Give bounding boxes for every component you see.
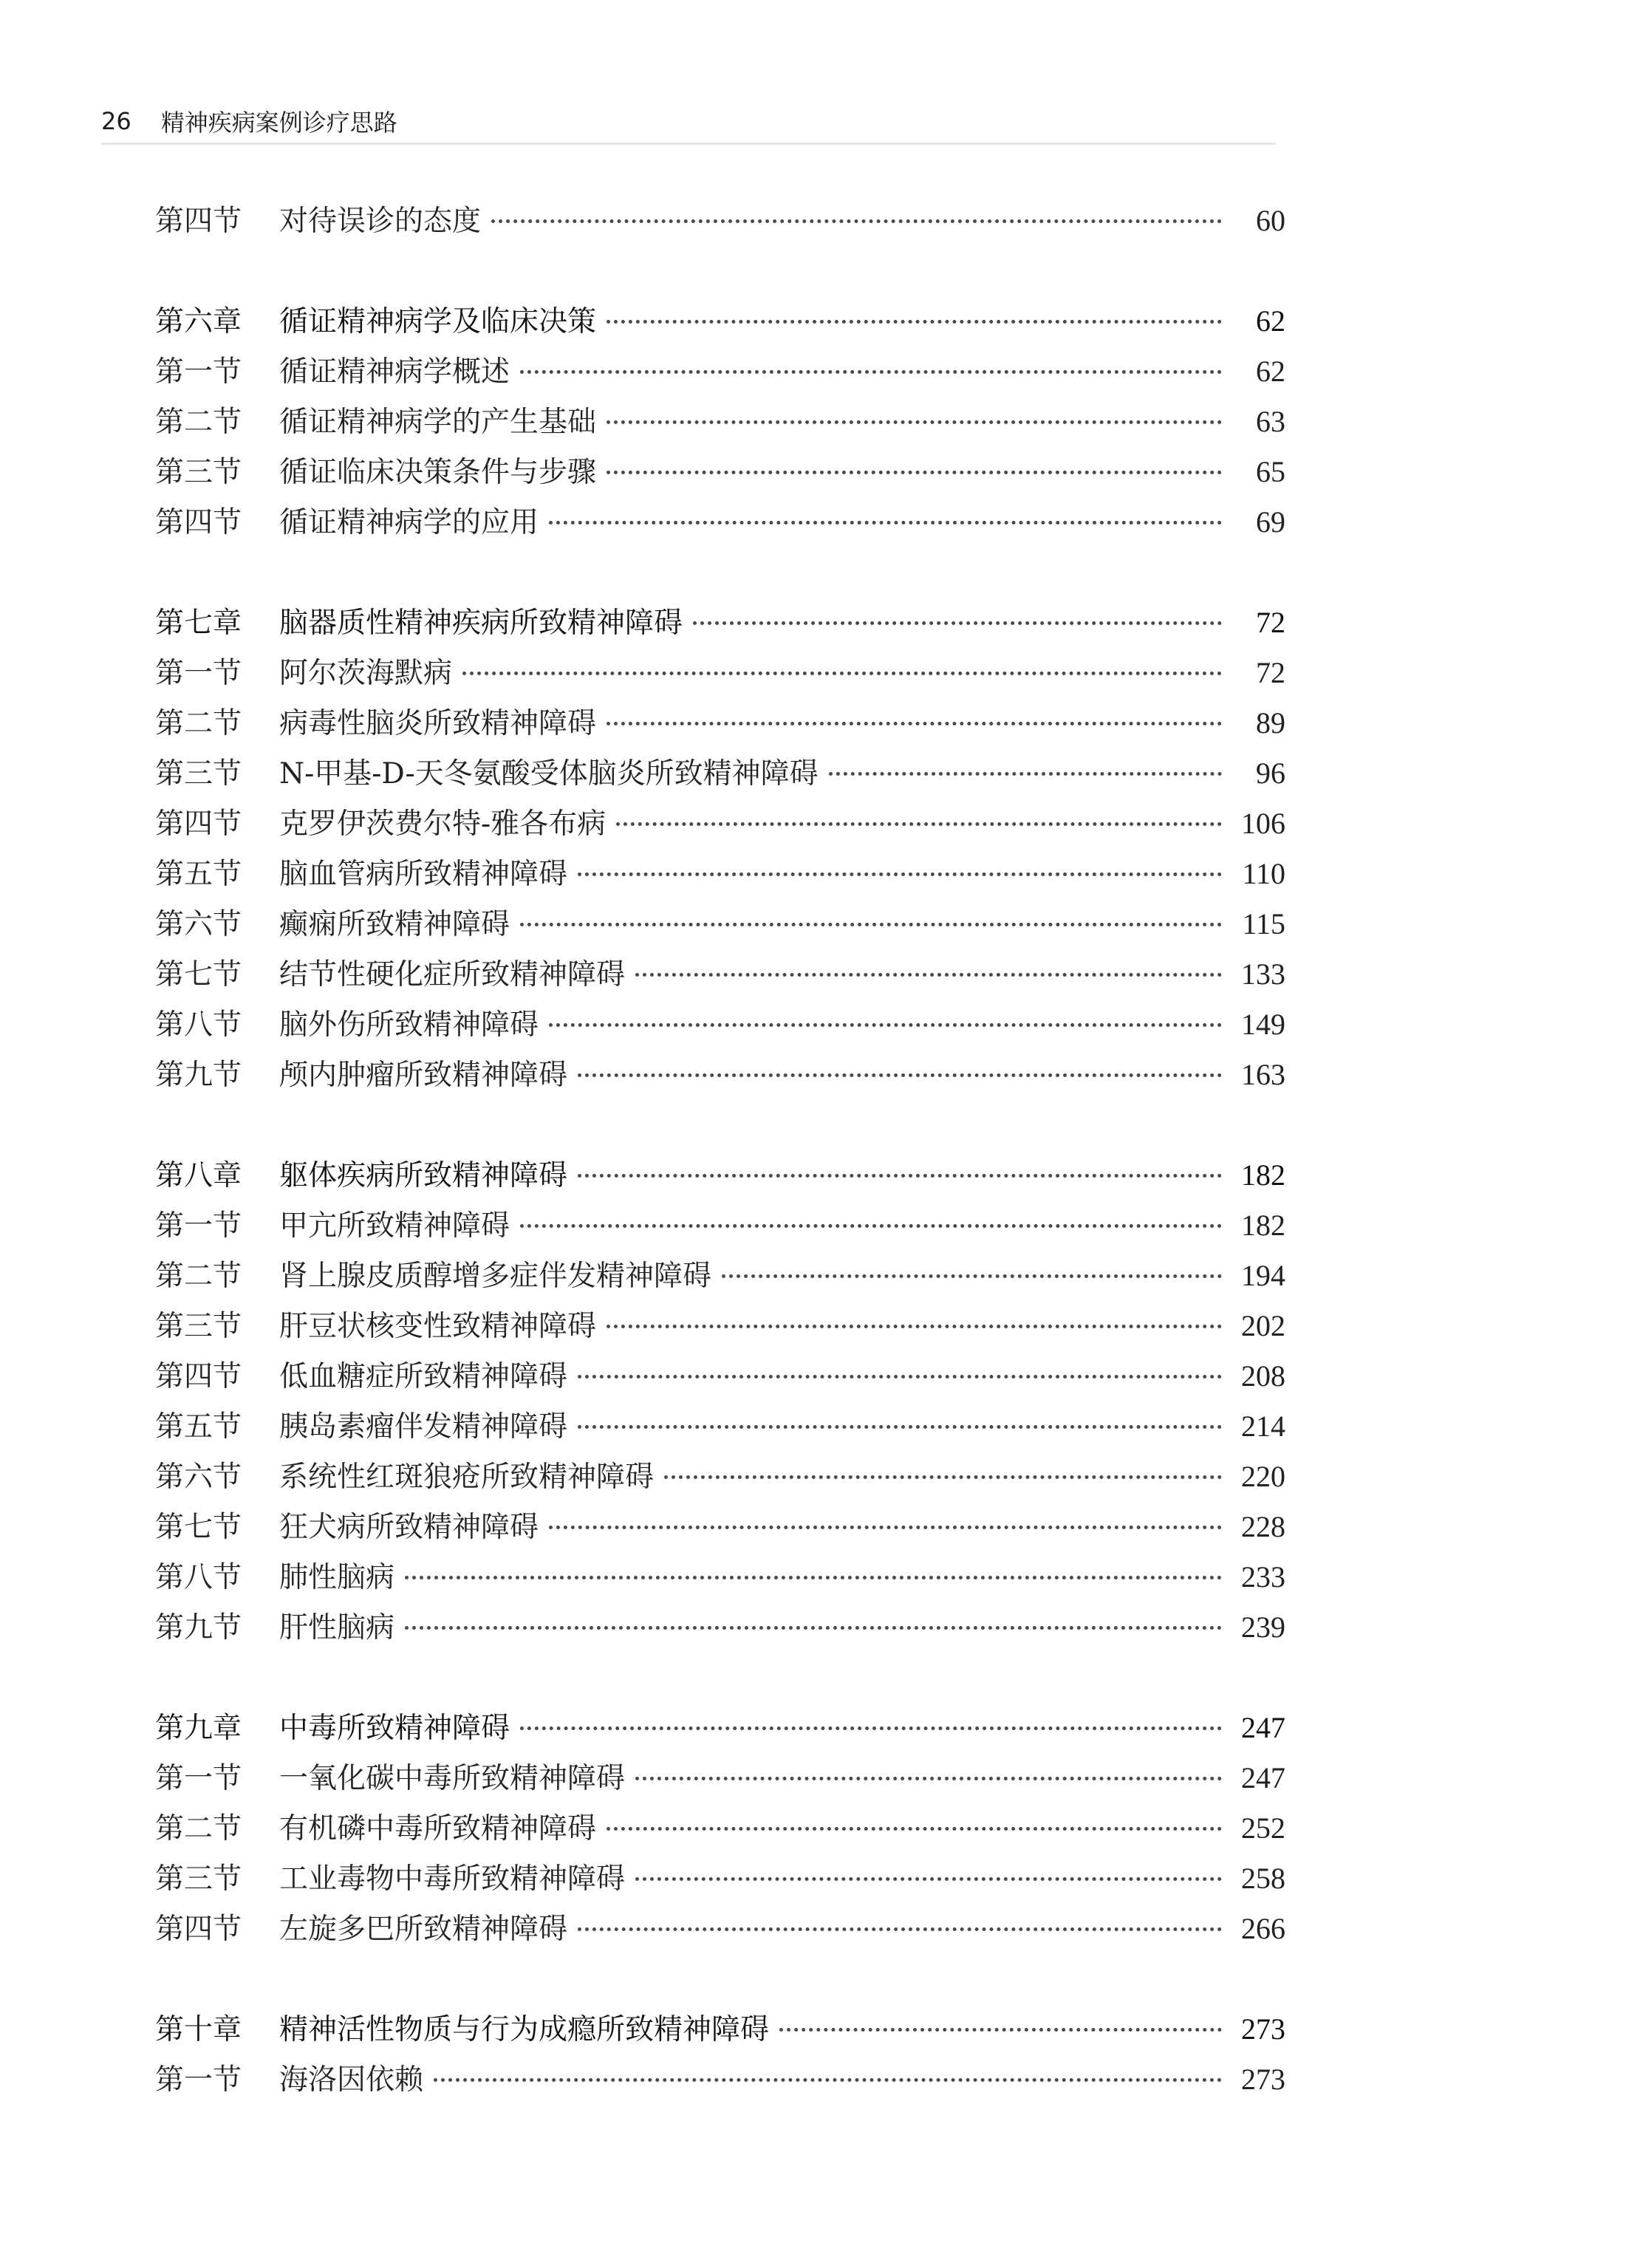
dot-leader xyxy=(578,1425,1222,1429)
dot-leader xyxy=(607,1827,1222,1831)
entry-title: 工业毒物中毒所致精神障碍 xyxy=(279,1862,626,1896)
entry-title: 狂犬病所致精神障碍 xyxy=(279,1511,539,1544)
entry-title: 脑血管病所致精神障碍 xyxy=(279,858,568,891)
dot-leader xyxy=(549,1023,1222,1027)
dot-leader xyxy=(779,2028,1222,2032)
entry-number: 第四节 xyxy=(155,205,242,238)
entry-page-number: 106 xyxy=(1241,807,1285,840)
dot-leader xyxy=(405,1576,1222,1579)
entry-number: 第三节 xyxy=(155,1310,242,1343)
entry-title: 海洛因依赖 xyxy=(279,2063,424,2097)
entry-title: 肝豆状核变性致精神障碍 xyxy=(279,1310,597,1343)
dot-leader xyxy=(607,471,1222,474)
dot-leader xyxy=(520,1224,1222,1228)
entry-title: 肝性脑病 xyxy=(279,1611,395,1644)
entry-page-number: 247 xyxy=(1241,1711,1285,1744)
entry-page-number: 69 xyxy=(1256,505,1285,539)
dot-leader xyxy=(607,320,1222,324)
entry-number: 第八章 xyxy=(155,1159,242,1192)
entry-title: 肺性脑病 xyxy=(279,1561,395,1594)
dot-leader xyxy=(578,1073,1222,1077)
toc-block xyxy=(155,1152,1285,1655)
entry-number: 第三节 xyxy=(155,456,242,489)
entry-page-number: 62 xyxy=(1256,355,1285,388)
dot-leader xyxy=(491,219,1222,223)
entry-page-number: 247 xyxy=(1241,1761,1285,1794)
dot-leader xyxy=(664,1475,1222,1479)
toc-section-entry[interactable] xyxy=(155,1554,1285,1605)
entry-number: 第九节 xyxy=(155,1611,242,1644)
dot-leader xyxy=(693,621,1222,625)
dot-leader xyxy=(578,1174,1222,1178)
dot-leader xyxy=(607,420,1222,424)
entry-number: 第六章 xyxy=(155,305,242,338)
entry-title: 肾上腺皮质醇增多症伴发精神障碍 xyxy=(279,1260,712,1293)
entry-title: 癫痫所致精神障碍 xyxy=(279,908,510,941)
entry-title: 循证精神病学及临床决策 xyxy=(279,305,597,338)
entry-title: 左旋多巴所致精神障碍 xyxy=(279,1913,568,1946)
entry-number: 第七章 xyxy=(155,607,242,640)
entry-number: 第二节 xyxy=(155,406,242,439)
dot-leader xyxy=(607,1325,1222,1328)
toc-section-entry[interactable] xyxy=(155,650,1285,700)
entry-page-number: 252 xyxy=(1241,1811,1285,1845)
table-of-contents xyxy=(155,198,1285,2157)
toc-section-entry[interactable] xyxy=(155,901,1285,952)
toc-section-entry[interactable] xyxy=(155,751,1285,801)
entry-title: 甲亢所致精神障碍 xyxy=(279,1209,510,1243)
toc-block xyxy=(155,1705,1285,1956)
dot-leader xyxy=(607,722,1222,725)
entry-title: 颅内肿瘤所致精神障碍 xyxy=(279,1059,568,1092)
entry-title: 阿尔茨海默病 xyxy=(279,657,453,690)
entry-number: 第九节 xyxy=(155,1059,242,1092)
dot-leader xyxy=(520,1726,1222,1730)
dot-leader xyxy=(578,1927,1222,1931)
header-book-title: 精神疾病案例诊疗思路 xyxy=(160,108,397,137)
entry-page-number: 62 xyxy=(1256,304,1285,338)
toc-section-entry[interactable] xyxy=(155,1253,1285,1303)
entry-title: 胰岛素瘤伴发精神障碍 xyxy=(279,1410,568,1444)
entry-number: 第四节 xyxy=(155,506,242,539)
entry-number: 第三节 xyxy=(155,757,242,790)
entry-number: 第四节 xyxy=(155,1360,242,1393)
dot-leader xyxy=(520,370,1222,374)
entry-number: 第十章 xyxy=(155,2013,242,2046)
toc-block xyxy=(155,298,1285,550)
entry-title: 低血糖症所致精神障碍 xyxy=(279,1360,568,1393)
entry-page-number: 273 xyxy=(1241,2063,1285,2096)
dot-leader xyxy=(829,772,1222,776)
entry-page-number: 233 xyxy=(1241,1560,1285,1594)
toc-chapter-entry[interactable] xyxy=(155,1705,1285,1755)
entry-page-number: 96 xyxy=(1256,756,1285,790)
toc-block xyxy=(155,2006,1285,2107)
entry-page-number: 220 xyxy=(1241,1460,1285,1493)
entry-title: 循证精神病学概述 xyxy=(279,355,510,389)
toc-section-entry[interactable] xyxy=(155,1002,1285,1052)
entry-number: 第八节 xyxy=(155,1008,242,1042)
toc-section-entry[interactable] xyxy=(155,1353,1285,1404)
toc-chapter-entry[interactable] xyxy=(155,2006,1285,2057)
dot-leader xyxy=(635,1777,1222,1780)
toc-section-entry[interactable] xyxy=(155,1504,1285,1554)
entry-title: 系统性红斑狼疮所致精神障碍 xyxy=(279,1461,655,1494)
dot-leader xyxy=(616,822,1222,826)
entry-page-number: 72 xyxy=(1256,606,1285,639)
toc-section-entry[interactable] xyxy=(155,1052,1285,1102)
entry-page-number: 194 xyxy=(1241,1259,1285,1292)
entry-page-number: 65 xyxy=(1256,455,1285,488)
entry-page-number: 208 xyxy=(1241,1359,1285,1393)
entry-page-number: 266 xyxy=(1241,1912,1285,1945)
toc-section-entry[interactable] xyxy=(155,1404,1285,1454)
entry-title: 脑外伤所致精神障碍 xyxy=(279,1008,539,1042)
dot-leader xyxy=(635,1877,1222,1881)
toc-section-entry[interactable] xyxy=(155,449,1285,499)
entry-title: 脑器质性精神疾病所致精神障碍 xyxy=(279,607,683,640)
entry-page-number: 163 xyxy=(1241,1058,1285,1091)
header-page-number: 26 xyxy=(101,106,131,135)
entry-number: 第一节 xyxy=(155,2063,242,2097)
entry-number: 第一节 xyxy=(155,355,242,389)
toc-section-entry[interactable] xyxy=(155,1755,1285,1806)
toc-section-entry[interactable] xyxy=(155,1856,1285,1906)
entry-title: 对待误诊的态度 xyxy=(279,205,482,238)
toc-section-entry[interactable] xyxy=(155,801,1285,851)
entry-page-number: 60 xyxy=(1256,204,1285,237)
toc-section-entry[interactable] xyxy=(155,499,1285,550)
toc-block xyxy=(155,198,1285,248)
toc-section-entry[interactable] xyxy=(155,1454,1285,1504)
entry-title: 病毒性脑炎所致精神障碍 xyxy=(279,707,597,740)
toc-section-entry[interactable] xyxy=(155,1303,1285,1353)
entry-title: 循证临床决策条件与步骤 xyxy=(279,456,597,489)
entry-page-number: 214 xyxy=(1241,1410,1285,1443)
toc-section-entry[interactable] xyxy=(155,1203,1285,1253)
entry-title: 精神活性物质与行为成瘾所致精神障碍 xyxy=(279,2013,770,2046)
entry-title: 躯体疾病所致精神障碍 xyxy=(279,1159,568,1192)
dot-leader xyxy=(462,672,1222,675)
dot-leader xyxy=(405,1626,1222,1630)
dot-leader xyxy=(635,973,1222,977)
toc-block xyxy=(155,600,1285,1102)
entry-title: 结节性硬化症所致精神障碍 xyxy=(279,958,626,991)
page-header xyxy=(101,103,1276,145)
entry-page-number: 63 xyxy=(1256,405,1285,438)
entry-number: 第七节 xyxy=(155,1511,242,1544)
entry-number: 第三节 xyxy=(155,1862,242,1896)
toc-chapter-entry[interactable] xyxy=(155,600,1285,650)
toc-section-entry[interactable] xyxy=(155,198,1285,248)
toc-section-entry[interactable] xyxy=(155,1906,1285,1956)
entry-page-number: 228 xyxy=(1241,1510,1285,1543)
entry-number: 第九章 xyxy=(155,1712,242,1745)
toc-chapter-entry[interactable] xyxy=(155,298,1285,349)
dot-leader xyxy=(434,2078,1222,2082)
entry-number: 第一节 xyxy=(155,657,242,690)
entry-title: 有机磷中毒所致精神障碍 xyxy=(279,1812,597,1845)
entry-page-number: 239 xyxy=(1241,1611,1285,1644)
toc-section-entry[interactable] xyxy=(155,952,1285,1002)
toc-section-entry[interactable] xyxy=(155,1605,1285,1655)
entry-number: 第五节 xyxy=(155,858,242,891)
entry-title: 克罗伊茨费尔特-雅各布病 xyxy=(279,807,607,841)
entry-number: 第五节 xyxy=(155,1410,242,1444)
toc-section-entry[interactable] xyxy=(155,349,1285,399)
entry-page-number: 258 xyxy=(1241,1862,1285,1895)
entry-page-number: 115 xyxy=(1242,907,1285,940)
dot-leader xyxy=(549,521,1222,525)
entry-number: 第一节 xyxy=(155,1762,242,1795)
entry-number: 第四节 xyxy=(155,807,242,841)
entry-number: 第一节 xyxy=(155,1209,242,1243)
entry-page-number: 273 xyxy=(1241,2012,1285,2046)
entry-number: 第七节 xyxy=(155,958,242,991)
toc-section-entry[interactable] xyxy=(155,399,1285,449)
toc-section-entry[interactable] xyxy=(155,700,1285,751)
toc-section-entry[interactable] xyxy=(155,1806,1285,1856)
entry-page-number: 133 xyxy=(1241,957,1285,991)
entry-title: N-甲基-D-天冬氨酸受体脑炎所致精神障碍 xyxy=(279,757,819,790)
toc-section-entry[interactable] xyxy=(155,851,1285,901)
toc-section-entry[interactable] xyxy=(155,2057,1285,2107)
entry-number: 第六节 xyxy=(155,1461,242,1494)
entry-page-number: 182 xyxy=(1241,1209,1285,1242)
entry-page-number: 149 xyxy=(1241,1008,1285,1041)
entry-page-number: 72 xyxy=(1256,656,1285,689)
entry-title: 中毒所致精神障碍 xyxy=(279,1712,510,1745)
entry-page-number: 182 xyxy=(1241,1158,1285,1192)
entry-page-number: 89 xyxy=(1256,706,1285,740)
dot-leader xyxy=(549,1526,1222,1529)
entry-number: 第二节 xyxy=(155,1260,242,1293)
entry-number: 第八节 xyxy=(155,1561,242,1594)
entry-number: 第六节 xyxy=(155,908,242,941)
entry-number: 第四节 xyxy=(155,1913,242,1946)
dot-leader xyxy=(520,923,1222,926)
entry-title: 一氧化碳中毒所致精神障碍 xyxy=(279,1762,626,1795)
entry-title: 循证精神病学的产生基础 xyxy=(279,406,597,439)
dot-leader xyxy=(578,1375,1222,1379)
dot-leader xyxy=(722,1274,1222,1278)
entry-page-number: 110 xyxy=(1242,857,1285,890)
toc-chapter-entry[interactable] xyxy=(155,1152,1285,1203)
entry-number: 第二节 xyxy=(155,1812,242,1845)
entry-title: 循证精神病学的应用 xyxy=(279,506,539,539)
dot-leader xyxy=(578,872,1222,876)
entry-page-number: 202 xyxy=(1241,1309,1285,1342)
entry-number: 第二节 xyxy=(155,707,242,740)
